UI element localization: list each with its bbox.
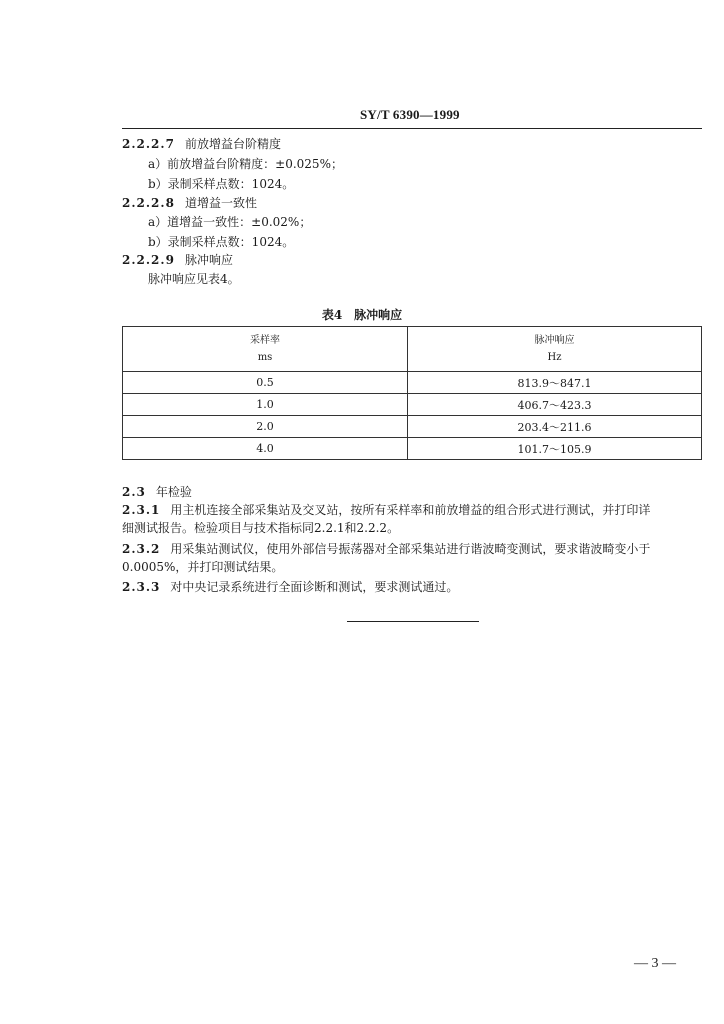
cell-sample-rate: 0.5 <box>123 372 408 394</box>
paragraph-line: 0.0005%，并打印测试结果。 <box>122 560 284 574</box>
column-unit: Hz <box>547 352 562 363</box>
clause-text: 用采集站测试仪，使用外部信号振荡器对全部采集站进行谐波畸变测试，要求谐波畸变小于 <box>170 542 651 556</box>
paragraph-line <box>122 579 458 595</box>
cell-sample-rate: 2.0 <box>123 416 408 438</box>
cell-sample-rate: 1.0 <box>123 394 408 416</box>
cell-impulse-response: 101.7～105.9 <box>408 438 702 460</box>
paragraph: 脉冲响应见表4。 <box>148 272 240 286</box>
clause-number: 2.3.1 <box>122 503 161 517</box>
section-heading <box>122 484 192 500</box>
table-caption: 表4 脉冲响应 <box>321 308 403 322</box>
cell-impulse-response: 406.7～423.3 <box>408 394 702 416</box>
section-number: 2.2.2.7 <box>122 137 175 151</box>
paragraph-line <box>122 502 650 518</box>
section-heading <box>122 136 281 152</box>
section-title: 脉冲响应 <box>184 253 233 267</box>
column-header-label: 脉冲响应 <box>534 335 575 346</box>
section-heading <box>122 195 257 211</box>
section-number: 2.3 <box>122 485 146 499</box>
standard-number: SY/T 6390—1999 <box>360 107 460 122</box>
table-row <box>123 372 702 394</box>
page-number: — 3 — <box>634 956 676 971</box>
list-item: a）道增益一致性：±0.02%； <box>148 215 312 229</box>
section-title: 年检验 <box>155 485 192 499</box>
end-rule <box>347 621 479 622</box>
column-header-label: 采样率 <box>250 335 280 346</box>
table-row <box>123 394 702 416</box>
list-item: b）录制采样点数：1024。 <box>148 235 295 249</box>
clause-text: 对中央记录系统进行全面诊断和测试，要求测试通过。 <box>170 580 459 594</box>
column-header-impulse-response <box>408 327 702 372</box>
paragraph-line: 细测试报告。检验项目与技术指标同2.2.1和2.2.2。 <box>122 521 400 535</box>
table-row <box>123 438 702 460</box>
section-number: 2.2.2.9 <box>122 253 175 267</box>
column-unit: ms <box>257 352 273 363</box>
paragraph-line <box>122 541 650 557</box>
column-header-sample-rate <box>123 327 408 372</box>
section-number: 2.2.2.8 <box>122 196 175 210</box>
clause-text: 用主机连接全部采集站及交叉站，按所有采样率和前放增益的组合形式进行测试，并打印详 <box>170 503 651 517</box>
clause-number: 2.3.3 <box>122 580 161 594</box>
table-row <box>123 416 702 438</box>
section-heading <box>122 252 233 268</box>
list-item: b）录制采样点数：1024。 <box>148 177 295 191</box>
table-header-row <box>123 327 702 372</box>
cell-sample-rate: 4.0 <box>123 438 408 460</box>
cell-impulse-response: 813.9～847.1 <box>408 372 702 394</box>
clause-number: 2.3.2 <box>122 542 161 556</box>
section-title: 道增益一致性 <box>184 196 257 210</box>
section-title: 前放增益台阶精度 <box>184 137 281 151</box>
cell-impulse-response: 203.4～211.6 <box>408 416 702 438</box>
list-item: a）前放增益台阶精度：±0.025%； <box>148 157 343 171</box>
header-rule <box>122 128 702 129</box>
impulse-response-table <box>122 326 702 460</box>
